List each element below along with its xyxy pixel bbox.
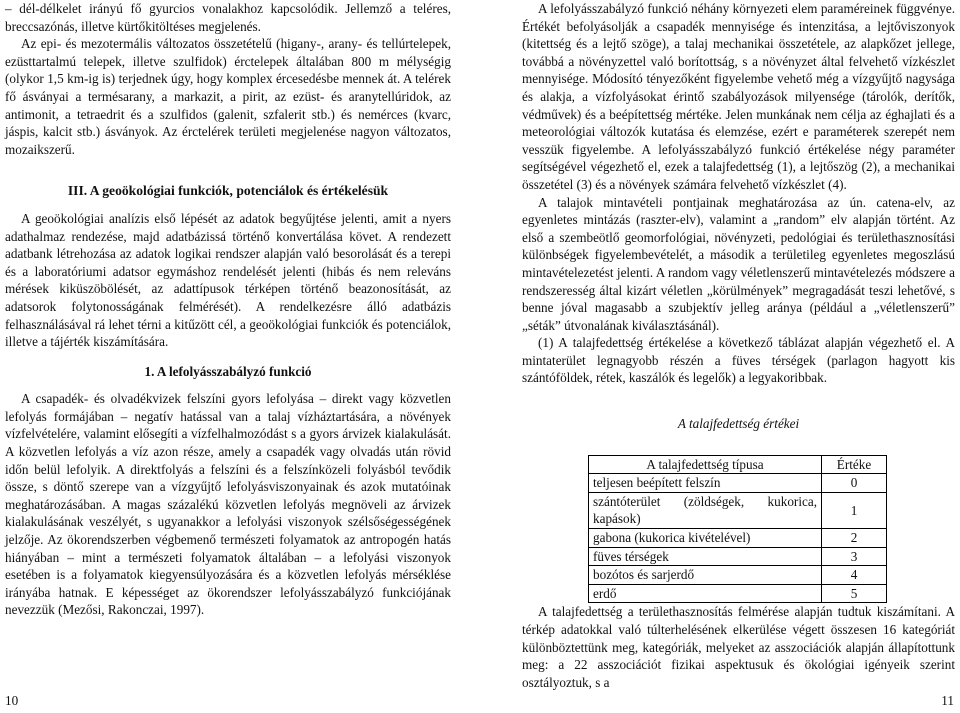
table-cell: füves térségek	[589, 547, 822, 566]
table-cell: 1	[822, 492, 887, 528]
table-cell: 5	[822, 584, 887, 603]
table-header-row	[589, 455, 887, 474]
paragraph: A lefolyásszabályzó funkció néhány környezeti elem paraméreinek függvénye. Értékét befolyásolják a csapadék mennyisége és intenzitása, a lejtőviszonyok (kitettség és a lejtő szöge), a talaj mechanikai összetétele, az alapkőzet jellege, továbbá a növényzettel való borítottság, s a növényzet által felvehető vízkészlet mennyisége. Módosító tényezőként figyelembe vehető még a vízgyűjtő nagysága és alakja, a vízfolyásokat érintő szabályozások milyensége (tárolók, derítők, védművek) és a beépítettség mértéke. Jelen munkának nem célja az éghajlati és a meteorológiai változók kutatása és elemzése, ezért e paraméterek szerepét nem vesszük figyelembe. A lefolyásszabályzó funkció értékelése négy paraméter segítségével végezhető el, ezek a talajfedettség (1), a lejtőszög (2), a mechanikai összetétel (3) és a növények számára felvehető vízkészlet (4).	[522, 1, 955, 192]
paragraph: A csapadék- és olvadékvizek felszíni gyors lefolyása – direkt vagy közvetlen lefolyás formájában – negatív hatással van a talaj vízháztartására, a növények vízfelvételére, valamint elősegíti a vízfelhalmozódást s a gyors árvizek kialakulását. A közvetlen lefolyás a víz azon része, amely a csapadék vagy olvadás után rövid időn belül lefolyik. A direktfolyás a felszíni és a felszínközeli folyásból tevődik össze, s döntő szerepe van a vízgyűjtő lefolyásviszonyainak és azok mutatóinak meghatározásában. A magas százalékú közvetlen lefolyás megnöveli az árvizek kialakulásának veszélyét, s ugyanakkor a lefolyási viszonyok szélsőségességének jelzője. Az ökorendszerben végbemenő természeti folyamatok az antropogén hatás hiányában – mint a természeti folyamatok általában – a lefolyási viszonyok esetében is a folyamatok kiegyensúlyozására és a közvetlen lefolyás mérséklése irányába hatnak. E képességet az ökorendszer lefolyásszabályzó funkciójának nevezzük (Mezősi, Rakonczai, 1997).	[5, 391, 451, 618]
table-row	[589, 547, 887, 566]
table-row	[589, 529, 887, 548]
table-header: Értéke	[822, 455, 887, 474]
table-cell: bozótos és sarjerdő	[589, 566, 822, 585]
page-number-left: 10	[5, 693, 19, 708]
table-cell: 0	[822, 474, 887, 493]
soil-cover-table	[588, 455, 887, 604]
table-cell: szántóterület (zöldségek, kukorica, kapások)	[589, 492, 822, 528]
table-row	[589, 492, 887, 528]
table-row	[589, 474, 887, 493]
table-row	[589, 584, 887, 603]
paragraph: A talajok mintavételi pontjainak meghatározása az ún. catena-elv, az egyenletes mintázás (raszter-elv), valamint a „random” elv alapján történt. Az első a szembeötlő geomorfológiai, növényzeti, pedológiai és területhasznosítási különbségek figyelembevételét, a második a területileg egyenletes megoszlású mintavételezetést jelenti. A random vagy véletlenszerű mintavételezés módszere a rendszeresség által kizárt véletlen „körülmények” megragadását teszi lehetővé, s benne jóval magasabb a szubjektív jelleg aránya (például a „véletlenszerű” „séták” útvonalának kiválasztásánál).	[522, 194, 955, 333]
table-cell: teljesen beépített felszín	[589, 474, 822, 493]
paragraph: (1) A talajfedettség értékelése a következő táblázat alapján végezhető el. A mintaterület legnagyobb részén a füves térségek (parlagon hagyott kis szántóföldek, rétek, kaszálók és legelők) a legyakoribbak.	[522, 335, 955, 386]
table-row	[589, 566, 887, 585]
table-header: A talajfedettség típusa	[589, 455, 822, 474]
left-column	[5, 0, 451, 619]
table-cell: 3	[822, 547, 887, 566]
paragraph: – dél-délkelet irányú fő gyurcios vonalakhoz kapcsolódik. Jellemző a teléres, breccsazónás, illetve kürtőkitöltéses megjelenés.	[5, 1, 451, 34]
paragraph: A geoökológiai analízis első lépését az adatok begyűjtése jelenti, amit a nyers adathalmaz rendezése, majd adatbázissá történő konvertálása követ. A rendezett adatbank létrehozása az adatok logikai rendszer alapján való besorolását és a terepi és a laboratóriumi adatsor egymáshoz rendelését jelenti (hibás és nem releváns mérések kiküszöbölését, az adattípusok térképen történő beazonosítását, az adatsorok folytonosságának felmérését). A rendelkezésre álló adatbázis felhasználásával rá lehet térni a kitűzött cél, a geoökológiai funkciók és potenciálok, illetve a tájérték kiszámítására.	[5, 210, 451, 350]
paragraph: Az epi- és mezotermális változatos összetételű (higany-, arany- és tellúrtelepek, ezüsttartalmú telepek, illetve szulfidok) érctelepek általában 800 m mélységig (olykor 1,5 km-ig is) terjednek úgy, hogy komplex ércesedésbe mennek át. A telérek fő ásványai a termésarany, a markazit, a pirit, az ezüst- és aranytellúridok, az antimonit, a tetraedrit és a szulfidos (galenit, szfalerit stb.) és nemérces (kvarc, jáspis, kalcit stb.) ásványok. Az érctelérek területi megjelenése nagyon változatos, mozaikszerű.	[5, 36, 451, 157]
table-title: A talajfedettség értékei	[677, 416, 800, 432]
table-cell: erdő	[589, 584, 822, 603]
table-cell: gabona (kukorica kivételével)	[589, 529, 822, 548]
right-column	[522, 0, 955, 691]
table-cell: 2	[822, 529, 887, 548]
page-number-right: 11	[941, 693, 954, 708]
paragraph: A talajfedettség a területhasznosítás felmérése alapján tudtuk kiszámítani. A térkép adatokkal való túlterhelésének elkerülése végett összesen 16 kategóriát különböztettünk meg, kategóriák, melyeket az asszociációk alapján állapítottunk meg: a 22 asszociációt fizikai aspektusuk és ökológiai igényeik szerint osztályoztuk, s a	[522, 604, 955, 690]
subsection-title: 1. A lefolyásszabályzó funkció	[144, 363, 312, 379]
section-title: III. A geoökológiai funkciók, potenciálok és értékelésük	[67, 183, 389, 199]
table-cell: 4	[822, 566, 887, 585]
